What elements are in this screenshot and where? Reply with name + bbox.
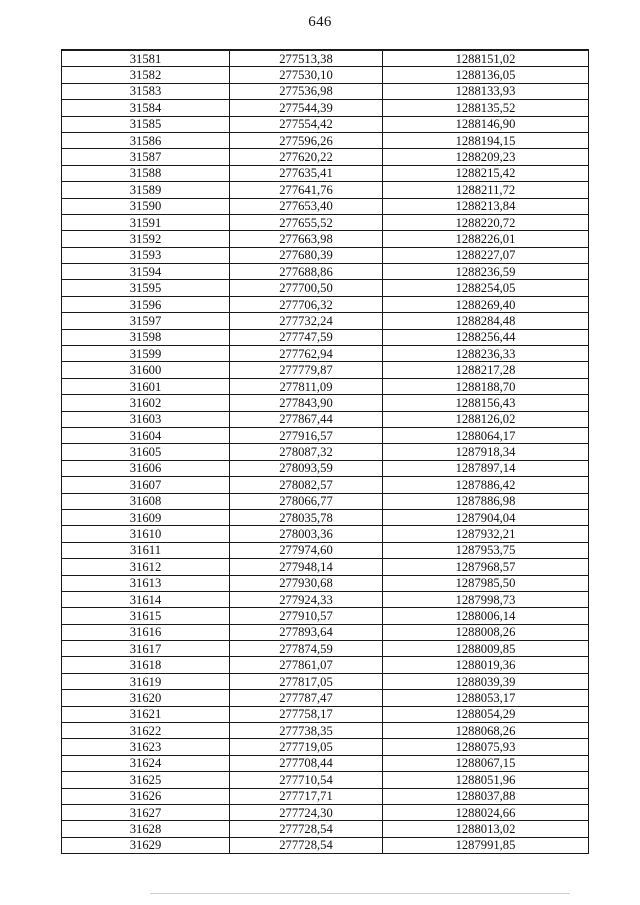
coordinates-table: [61, 49, 589, 854]
table-row: [62, 804, 589, 820]
y-coordinate-cell: 1288284,48: [383, 313, 589, 329]
x-coordinate-cell: 277706,32: [230, 296, 383, 312]
point-number-cell: 31621: [62, 706, 230, 722]
point-number-cell: 31623: [62, 739, 230, 755]
table-row: [62, 559, 589, 575]
point-number-cell: 31585: [62, 116, 230, 132]
point-number-cell: 31595: [62, 280, 230, 296]
table-row: [62, 542, 589, 558]
x-coordinate-cell: 277893,64: [230, 624, 383, 640]
table-row: [62, 673, 589, 689]
table-row: [62, 575, 589, 591]
y-coordinate-cell: 1288215,42: [383, 165, 589, 181]
y-coordinate-cell: 1288227,07: [383, 247, 589, 263]
point-number-cell: 31610: [62, 526, 230, 542]
y-coordinate-cell: 1288064,17: [383, 427, 589, 443]
point-number-cell: 31624: [62, 755, 230, 771]
table-row: [62, 231, 589, 247]
x-coordinate-cell: 277717,71: [230, 788, 383, 804]
table-row: [62, 264, 589, 280]
point-number-cell: 31611: [62, 542, 230, 558]
x-coordinate-cell: 277787,47: [230, 690, 383, 706]
point-number-cell: 31625: [62, 772, 230, 788]
y-coordinate-cell: 1288269,40: [383, 296, 589, 312]
table-row: [62, 641, 589, 657]
table-row: [62, 214, 589, 230]
y-coordinate-cell: 1288194,15: [383, 132, 589, 148]
x-coordinate-cell: 277536,98: [230, 83, 383, 99]
x-coordinate-cell: 277910,57: [230, 608, 383, 624]
page-number: 646: [308, 14, 332, 30]
point-number-cell: 31616: [62, 624, 230, 640]
y-coordinate-cell: 1288211,72: [383, 182, 589, 198]
table-row: [62, 247, 589, 263]
table-row: [62, 788, 589, 804]
y-coordinate-cell: 1287904,04: [383, 509, 589, 525]
x-coordinate-cell: 277874,59: [230, 641, 383, 657]
y-coordinate-cell: 1288256,44: [383, 329, 589, 345]
x-coordinate-cell: 277719,05: [230, 739, 383, 755]
table-row: [62, 198, 589, 214]
x-coordinate-cell: 277747,59: [230, 329, 383, 345]
x-coordinate-cell: 278082,57: [230, 477, 383, 493]
x-coordinate-cell: 277596,26: [230, 132, 383, 148]
y-coordinate-cell: 1288013,02: [383, 821, 589, 837]
point-number-cell: 31620: [62, 690, 230, 706]
point-number-cell: 31607: [62, 477, 230, 493]
y-coordinate-cell: 1288133,93: [383, 83, 589, 99]
table-row: [62, 772, 589, 788]
x-coordinate-cell: 277817,05: [230, 673, 383, 689]
x-coordinate-cell: 277924,33: [230, 591, 383, 607]
table-row: [62, 821, 589, 837]
table-row: [62, 706, 589, 722]
point-number-cell: 31586: [62, 132, 230, 148]
point-number-cell: 31593: [62, 247, 230, 263]
page-bottom-rule: [150, 893, 570, 894]
x-coordinate-cell: 277655,52: [230, 214, 383, 230]
y-coordinate-cell: 1288135,52: [383, 100, 589, 116]
x-coordinate-cell: 277708,44: [230, 755, 383, 771]
table-row: [62, 395, 589, 411]
y-coordinate-cell: 1288236,59: [383, 264, 589, 280]
table-row: [62, 83, 589, 99]
x-coordinate-cell: 277663,98: [230, 231, 383, 247]
point-number-cell: 31598: [62, 329, 230, 345]
point-number-cell: 31605: [62, 444, 230, 460]
x-coordinate-cell: 277930,68: [230, 575, 383, 591]
y-coordinate-cell: 1287968,57: [383, 559, 589, 575]
table-row: [62, 313, 589, 329]
y-coordinate-cell: 1288126,02: [383, 411, 589, 427]
x-coordinate-cell: 277653,40: [230, 198, 383, 214]
x-coordinate-cell: 277843,90: [230, 395, 383, 411]
table-row: [62, 116, 589, 132]
table-row: [62, 67, 589, 83]
table-row: [62, 362, 589, 378]
table-row: [62, 100, 589, 116]
table-row: [62, 296, 589, 312]
x-coordinate-cell: 277700,50: [230, 280, 383, 296]
y-coordinate-cell: 1288054,29: [383, 706, 589, 722]
y-coordinate-cell: 1288209,23: [383, 149, 589, 165]
y-coordinate-cell: 1288188,70: [383, 378, 589, 394]
point-number-cell: 31600: [62, 362, 230, 378]
y-coordinate-cell: 1287918,34: [383, 444, 589, 460]
point-number-cell: 31587: [62, 149, 230, 165]
table-row: [62, 690, 589, 706]
table-row: [62, 280, 589, 296]
y-coordinate-cell: 1287991,85: [383, 837, 589, 853]
x-coordinate-cell: 277635,41: [230, 165, 383, 181]
y-coordinate-cell: 1288039,39: [383, 673, 589, 689]
point-number-cell: 31613: [62, 575, 230, 591]
y-coordinate-cell: 1287985,50: [383, 575, 589, 591]
table-row: [62, 608, 589, 624]
x-coordinate-cell: 277916,57: [230, 427, 383, 443]
x-coordinate-cell: 277779,87: [230, 362, 383, 378]
table-row: [62, 493, 589, 509]
x-coordinate-cell: 277688,86: [230, 264, 383, 280]
y-coordinate-cell: 1288146,90: [383, 116, 589, 132]
y-coordinate-cell: 1288220,72: [383, 214, 589, 230]
y-coordinate-cell: 1287932,21: [383, 526, 589, 542]
x-coordinate-cell: 277861,07: [230, 657, 383, 673]
x-coordinate-cell: 278093,59: [230, 460, 383, 476]
point-number-cell: 31583: [62, 83, 230, 99]
table-row: [62, 723, 589, 739]
y-coordinate-cell: 1288254,05: [383, 280, 589, 296]
y-coordinate-cell: 1288236,33: [383, 346, 589, 362]
x-coordinate-cell: 278003,36: [230, 526, 383, 542]
x-coordinate-cell: 278066,77: [230, 493, 383, 509]
point-number-cell: 31604: [62, 427, 230, 443]
x-coordinate-cell: 278035,78: [230, 509, 383, 525]
table-row: [62, 378, 589, 394]
x-coordinate-cell: 277738,35: [230, 723, 383, 739]
y-coordinate-cell: 1288213,84: [383, 198, 589, 214]
y-coordinate-cell: 1288008,26: [383, 624, 589, 640]
table-row: [62, 755, 589, 771]
y-coordinate-cell: 1288053,17: [383, 690, 589, 706]
y-coordinate-cell: 1288067,15: [383, 755, 589, 771]
point-number-cell: 31619: [62, 673, 230, 689]
table-row: [62, 657, 589, 673]
x-coordinate-cell: 277867,44: [230, 411, 383, 427]
y-coordinate-cell: 1288226,01: [383, 231, 589, 247]
y-coordinate-cell: 1288217,28: [383, 362, 589, 378]
y-coordinate-cell: 1287953,75: [383, 542, 589, 558]
point-number-cell: 31622: [62, 723, 230, 739]
point-number-cell: 31581: [62, 50, 230, 67]
y-coordinate-cell: 1288075,93: [383, 739, 589, 755]
table-row: [62, 739, 589, 755]
point-number-cell: 31588: [62, 165, 230, 181]
table-row: [62, 329, 589, 345]
table-row: [62, 509, 589, 525]
table-row: [62, 526, 589, 542]
x-coordinate-cell: 277530,10: [230, 67, 383, 83]
table-row: [62, 624, 589, 640]
y-coordinate-cell: 1288037,88: [383, 788, 589, 804]
point-number-cell: 31590: [62, 198, 230, 214]
table-row: [62, 182, 589, 198]
point-number-cell: 31626: [62, 788, 230, 804]
table-row: [62, 165, 589, 181]
y-coordinate-cell: 1288151,02: [383, 50, 589, 67]
x-coordinate-cell: 277811,09: [230, 378, 383, 394]
y-coordinate-cell: 1287886,98: [383, 493, 589, 509]
point-number-cell: 31628: [62, 821, 230, 837]
y-coordinate-cell: 1287998,73: [383, 591, 589, 607]
table-row: [62, 427, 589, 443]
point-number-cell: 31582: [62, 67, 230, 83]
y-coordinate-cell: 1288051,96: [383, 772, 589, 788]
x-coordinate-cell: 277728,54: [230, 821, 383, 837]
x-coordinate-cell: 277554,42: [230, 116, 383, 132]
point-number-cell: 31602: [62, 395, 230, 411]
point-number-cell: 31618: [62, 657, 230, 673]
y-coordinate-cell: 1288136,05: [383, 67, 589, 83]
point-number-cell: 31589: [62, 182, 230, 198]
table-row: [62, 149, 589, 165]
x-coordinate-cell: 277974,60: [230, 542, 383, 558]
y-coordinate-cell: 1287886,42: [383, 477, 589, 493]
y-coordinate-cell: 1288019,36: [383, 657, 589, 673]
point-number-cell: 31603: [62, 411, 230, 427]
y-coordinate-cell: 1288024,66: [383, 804, 589, 820]
x-coordinate-cell: 277948,14: [230, 559, 383, 575]
x-coordinate-cell: 277732,24: [230, 313, 383, 329]
y-coordinate-cell: 1288068,26: [383, 723, 589, 739]
x-coordinate-cell: 277641,76: [230, 182, 383, 198]
table-row: [62, 460, 589, 476]
point-number-cell: 31594: [62, 264, 230, 280]
table-row: [62, 50, 589, 67]
point-number-cell: 31615: [62, 608, 230, 624]
x-coordinate-cell: 277728,54: [230, 837, 383, 853]
x-coordinate-cell: 277620,22: [230, 149, 383, 165]
x-coordinate-cell: 277758,17: [230, 706, 383, 722]
x-coordinate-cell: 277762,94: [230, 346, 383, 362]
table-row: [62, 346, 589, 362]
point-number-cell: 31614: [62, 591, 230, 607]
point-number-cell: 31617: [62, 641, 230, 657]
x-coordinate-cell: 278087,32: [230, 444, 383, 460]
y-coordinate-cell: 1288009,85: [383, 641, 589, 657]
table-body: [62, 50, 589, 854]
x-coordinate-cell: 277710,54: [230, 772, 383, 788]
y-coordinate-cell: 1288006,14: [383, 608, 589, 624]
x-coordinate-cell: 277724,30: [230, 804, 383, 820]
point-number-cell: 31584: [62, 100, 230, 116]
x-coordinate-cell: 277680,39: [230, 247, 383, 263]
x-coordinate-cell: 277544,39: [230, 100, 383, 116]
point-number-cell: 31629: [62, 837, 230, 853]
x-coordinate-cell: 277513,38: [230, 50, 383, 67]
table-row: [62, 444, 589, 460]
table-row: [62, 837, 589, 853]
point-number-cell: 31591: [62, 214, 230, 230]
table-row: [62, 411, 589, 427]
table-row: [62, 591, 589, 607]
table-row: [62, 477, 589, 493]
point-number-cell: 31627: [62, 804, 230, 820]
y-coordinate-cell: 1288156,43: [383, 395, 589, 411]
table-row: [62, 132, 589, 148]
point-number-cell: 31612: [62, 559, 230, 575]
point-number-cell: 31609: [62, 509, 230, 525]
point-number-cell: 31599: [62, 346, 230, 362]
point-number-cell: 31597: [62, 313, 230, 329]
point-number-cell: 31608: [62, 493, 230, 509]
y-coordinate-cell: 1287897,14: [383, 460, 589, 476]
point-number-cell: 31601: [62, 378, 230, 394]
point-number-cell: 31606: [62, 460, 230, 476]
point-number-cell: 31592: [62, 231, 230, 247]
point-number-cell: 31596: [62, 296, 230, 312]
